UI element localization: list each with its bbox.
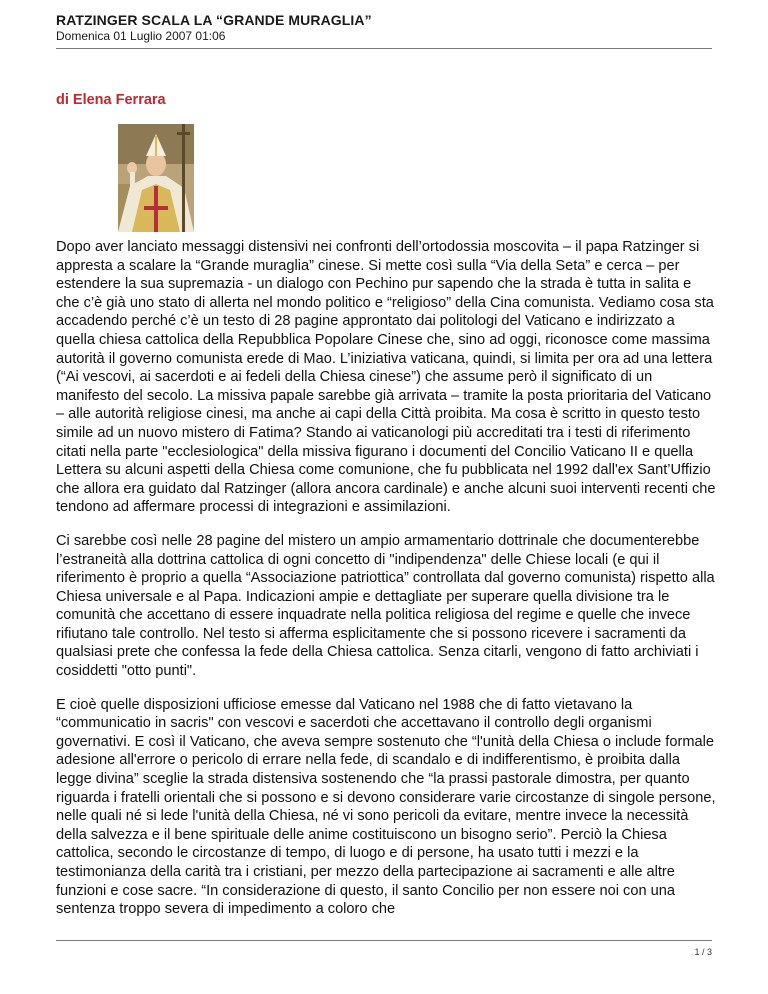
pope-photo-image: [118, 124, 194, 232]
footer-divider: [56, 940, 712, 941]
article-paragraph-1: Dopo aver lanciato messaggi distensivi nei confronti dell’ortodossia moscovita – il papa Ratzinger si appresta a scalare la “Grande muraglia” cinese. Si mette così sulla “Via della Seta” e cerca – per estendere la sua supremazia - un dialogo con Pechino pur sapendo che la strada è tutta in salita e che c’è già uno stato di allerta nel mondo politico e “religioso” della Cina comunista. Vediamo cosa sta accadendo perché c’è un testo di 28 pagine approntato dai politologi del Vaticano e indirizzato a quella chiesa cattolica della Repubblica Popolare Cinese che, sino ad oggi, riconosce come massima autorità il governo comunista erede di Mao. L’iniziativa vaticana, quindi, si limita per ora ad una lettera (“Ai vescovi, ai sacerdoti e ai fedeli della Chiesa cinese”) che assume però il significato di un manifesto del secolo. La missiva papale sarebbe già arrivata – tramite la posta prioritaria del Vaticano – alle autorità religiose cinesi, ma anche ai capi della Città proibita. Ma cosa è scritto in questo testo simile ad un nuovo mistero di Fatima? Stando ai vaticanologi più accreditati tra i testi di riferimento citati nella parte "ecclesiologica" della missiva figurano i documenti del Concilio Vaticano II e quella Lettera su alcuni aspetti della Chiesa come comunione, che fu pubblicata nel 1992 dall'ex Sant’Uffizio che allora era guidato dal Ratzinger (allora ancora cardinale) e anche alcuni suoi interventi recenti che tendono ad affermare processi di integrazioni e assimilazioni.: [56, 239, 716, 516]
document-title: RATZINGER SCALA LA “GRANDE MURAGLIA”: [56, 12, 372, 28]
article-photo: [118, 124, 194, 232]
publication-date: Domenica 01 Luglio 2007 01:06: [56, 29, 226, 43]
author-byline: di Elena Ferrara: [56, 92, 166, 108]
header-divider: [56, 48, 712, 49]
article-body: [56, 238, 716, 934]
article-paragraph-2: Ci sarebbe così nelle 28 pagine del mistero un ampio armamentario dottrinale che documenterebbe l’estraneità alla dottrina cattolica di ogni concetto di "indipendenza" delle Chiese locali (e qui il riferimento è proprio a quella “Associazione patriottica” controllata dal governo comunista) rispetto alla Chiesa universale e al Papa. Indicazioni ampie e dettagliate per superare quella divisione tra le comunità che accettano di essere inquadrate nella politica religiosa del regime e quelle che invece rifiutano tale controllo. Nel testo si afferma esplicitamente che si possono ricevere i sacramenti da qualsiasi prete che confessa la fede della Chiesa cattolica. Senza citarli, vengono di fatto archiviati i cosiddetti "otto punti".: [56, 532, 715, 680]
article-paragraph-3: E cioè quelle disposizioni ufficiose emesse dal Vaticano nel 1988 che di fatto vietavano la “communicatio in sacris" con vescovi e sacerdoti che accettavano il controllo degli organismi governativi. E così il Vaticano, che aveva sempre sostenuto che “l'unità della Chiesa o include formale adesione all'errore o pericolo di errare nella fede, di scandalo e di indifferentismo, è proibita dalla legge divina” sceglie la strada distensiva sostenendo che “la prassi pastorale dimostra, per quanto riguarda i fratelli orientali che si possono e si devono considerare varie circostanze di singole persone, nelle quali né si lede l'unità della Chiesa, né vi sono pericoli da evitare, mentre invece la necessità della salvezza e il bene spirituale delle anime costituiscono un bisogno serio”. Perciò la Chiesa cattolica, secondo le circostanze di tempo, di luogo e di persone, ha usato tutti i mezzi e la testimonianza della carità tra i cristiani, per mezzo della partecipazione ai sacramenti e alle altre funzioni e cose sacre. “In considerazione di questo, il santo Concilio per non essere noi con una sentenza troppo severa di impedimento a coloro che: [56, 696, 716, 918]
page-number: 1 / 3: [694, 947, 712, 957]
page-header: [56, 12, 712, 44]
